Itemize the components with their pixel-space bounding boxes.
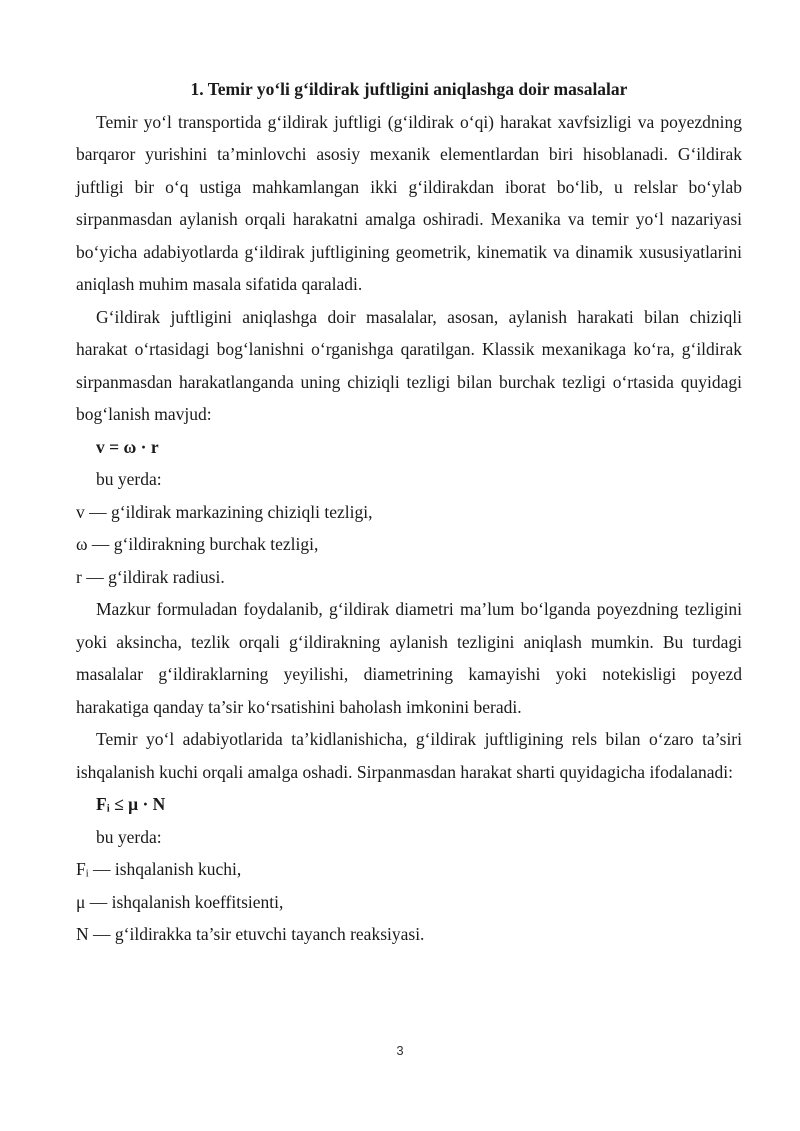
paragraph-usage: Mazkur formuladan foydalanib, g‘ildirak diametri ma’lum bo‘lganda poyezdning tezligini yoki aksincha, tezlik orqali g‘ildirakning aylanish tezligini aniqlash mumkin. Bu turdagi masalalar g‘ildiraklarning yeyilishi, diametrining kamayishi yoki notekisligi poyezd harakatiga qanday ta’sir ko‘rsatishini baholash imkonini beradi. [76, 599, 742, 717]
paragraph-intro: Temir yo‘l transportida g‘ildirak juftligi (g‘ildirak o‘qi) harakat xavfsizligi va poyezdning barqaror yurishini ta’minlovchi asosiy mexanik elementlardan biri hisoblanadi. G‘ildirak juftligi bir o‘q ustiga mahkamlangan ikki g‘ildirakdan iborat bo‘lib, u relslar bo‘ylab sirpanmasdan aylanish orqali harakatni amalga oshiradi. Mexanika va temir yo‘l nazariyasi bo‘yicha adabiyotlarda g‘ildirak juftligining geometrik, kinematik va dinamik xususiyatlarini aniqlash muhim masala sifatida qaraladi. [76, 111, 742, 294]
definition-r: r — g‘ildirak radiusi. [76, 566, 225, 587]
page-content [76, 73, 742, 951]
where-label-2: bu yerda: [96, 826, 162, 847]
formula-friction: Fᵢ ≤ μ · N [96, 794, 166, 814]
formula-velocity: v = ω · r [96, 436, 159, 457]
page-number: 3 [396, 1043, 404, 1058]
definition-f: Fᵢ — ishqalanish kuchi, [76, 859, 242, 879]
definition-v: v — g‘ildirak markazining chiziqli tezligi, [76, 501, 373, 522]
definition-n: N — g‘ildirakka ta’sir etuvchi tayanch reaksiyasi. [76, 924, 425, 944]
paragraph-relation: G‘ildirak juftligini aniqlashga doir masalalar, asosan, aylanish harakati bilan chiziqli harakat o‘rtasidagi bog‘lanishni o‘rganishga qaratilgan. Klassik mexanikaga ko‘ra, g‘ildirak sirpanmasdan harakatlanganda uning chiziqli tezligi bilan burchak tezligi o‘rtasida quyidagi bog‘lanish mavjud: [76, 306, 742, 424]
paragraph-friction: Temir yo‘l adabiyotlarida ta’kidlanishicha, g‘ildirak juftligining rels bilan o‘zaro ta’siri ishqalanish kuchi orqali amalga oshadi. Sirpanmasdan harakat sharti quyidagicha ifodalanadi: [76, 729, 742, 782]
section-title: 1. Temir yo‘li g‘ildirak juftligini aniqlashga doir masalalar [190, 79, 628, 99]
definition-omega: ω — g‘ildirakning burchak tezligi, [76, 534, 319, 554]
where-label-1: bu yerda: [96, 469, 162, 489]
definition-mu: μ — ishqalanish koeffitsienti, [76, 891, 284, 912]
